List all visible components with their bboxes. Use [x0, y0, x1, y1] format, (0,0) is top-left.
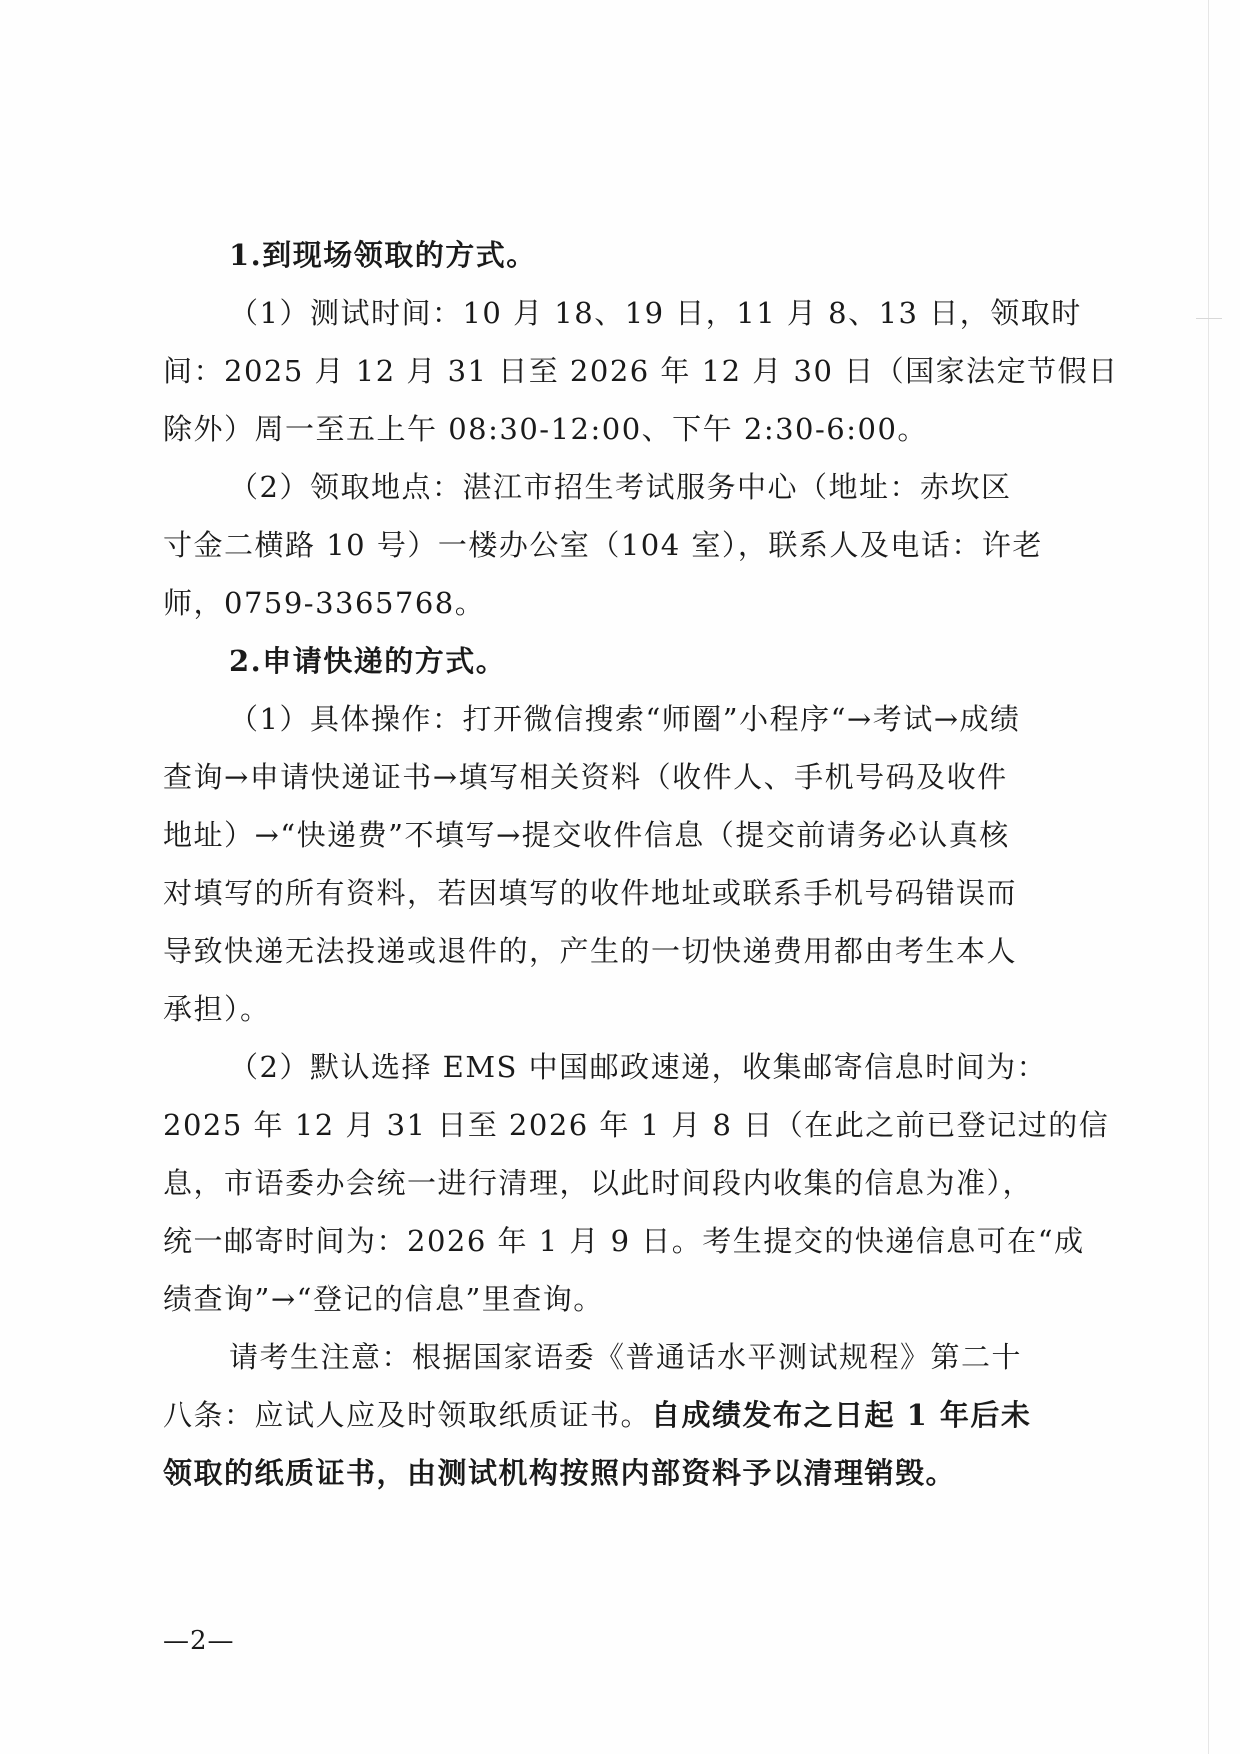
document-body	[163, 226, 1119, 1502]
section-heading-express-delivery: 2.申请快递的方式。	[229, 644, 507, 678]
scan-edge-line	[1208, 0, 1209, 1754]
section-heading-onsite-pickup: 1.到现场领取的方式。	[229, 238, 537, 272]
paragraph-line: 间：2025 月 12 月 31 日至 2026 年 12 月 30 日（国家法定节假日	[163, 354, 1119, 388]
paragraph-line: 导致快递无法投递或退件的，产生的一切快递费用都由考生本人	[163, 934, 1018, 968]
paragraph-line: 2025 年 12 月 31 日至 2026 年 1 月 8 日（在此之前已登记过的信	[163, 1108, 1110, 1142]
paragraph-line: 查询→申请快递证书→填写相关资料（收件人、手机号码及收件	[163, 760, 1008, 794]
paragraph-line: （1）测试时间：10 月 18、19 日，11 月 8、13 日，领取时	[229, 296, 1082, 330]
notice-text: 八条：应试人应及时领取纸质证书。	[163, 1398, 652, 1432]
paragraph-line: 承担）。	[163, 992, 271, 1026]
paragraph-line: 息，市语委办会统一进行清理，以此时间段内收集的信息为准），	[163, 1166, 1034, 1200]
scan-edge-mark	[1196, 318, 1222, 319]
paragraph-line: （2）领取地点：湛江市招生考试服务中心（地址：赤坎区	[229, 470, 1012, 504]
paragraph-line: 对填写的所有资料，若因填写的收件地址或联系手机号码错误而	[163, 876, 1018, 910]
notice-line: 请考生注意：根据国家语委《普通话水平测试规程》第二十	[229, 1340, 1023, 1374]
notice-emphasis-line: 领取的纸质证书，由测试机构按照内部资料予以清理销毁。	[163, 1456, 957, 1490]
paragraph-line: 绩查询”→“登记的信息”里查询。	[163, 1282, 604, 1316]
paragraph-line: 统一邮寄时间为：2026 年 1 月 9 日。考生提交的快递信息可在“成	[163, 1224, 1085, 1258]
paragraph-line: 师，0759-3365768。	[163, 586, 486, 620]
paragraph-line: （2）默认选择 EMS 中国邮政速递，收集邮寄信息时间为：	[229, 1050, 1048, 1084]
paragraph-line: （1）具体操作：打开微信搜索“师圈”小程序“→考试→成绩	[229, 702, 1021, 736]
paragraph-line: 地址）→“快递费”不填写→提交收件信息（提交前请务必认真核	[163, 818, 1010, 852]
paragraph-line: 寸金二横路 10 号）一楼办公室（104 室），联系人及电话：许老	[163, 528, 1043, 562]
paragraph-line: 除外）周一至五上午 08:30-12:00、下午 2:30-6:00。	[163, 412, 928, 446]
page-number: —2—	[163, 1626, 235, 1656]
notice-emphasis: 自成绩发布之日起 1 年后未	[651, 1398, 1032, 1432]
notice-line	[163, 1386, 1059, 1444]
